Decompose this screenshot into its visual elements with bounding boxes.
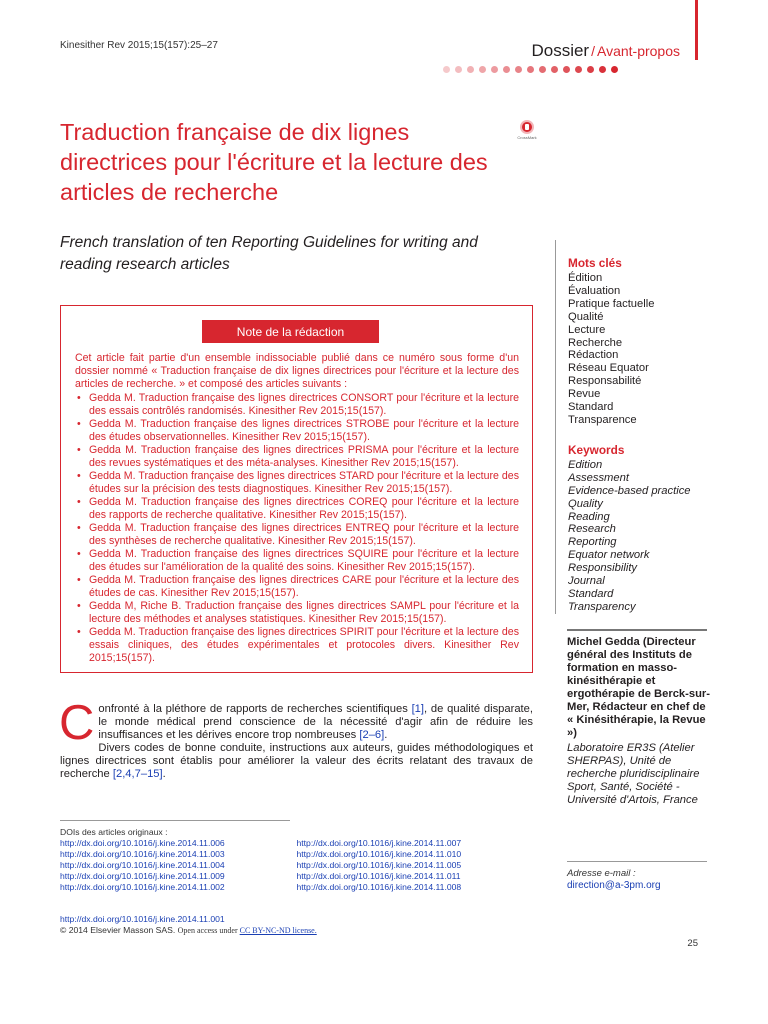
doi-link[interactable]: http://dx.doi.org/10.1016/j.kine.2014.11.008 bbox=[296, 882, 462, 892]
doi-link[interactable]: http://dx.doi.org/10.1016/j.kine.2014.11.011 bbox=[296, 871, 461, 881]
author-divider bbox=[567, 629, 707, 631]
editorial-note-box bbox=[60, 305, 533, 673]
note-list-item: • Gedda M. Traduction française des lignes directrices CARE pour l'écriture et la lecture des études de cas. Kinesither Rev 2015;15(157). bbox=[75, 574, 519, 600]
keyword-item: Reporting bbox=[568, 536, 617, 549]
crossmark-icon bbox=[520, 120, 534, 134]
email-divider bbox=[567, 861, 707, 862]
article-subtitle: French translation of ten Reporting Guidelines for writing and reading research articles bbox=[60, 234, 478, 273]
body-text-span: . bbox=[162, 768, 166, 780]
body-text-span: , de qualité disparate, le monde médical prend conscience de la nécessité d'agir afin de réduire les insuffisances et les dérives encore trop nombreuses bbox=[98, 703, 533, 741]
author-affiliation: Laboratoire ER3S (Atelier SHERPAS), Unité de recherche pluridisciplinaire Sport, Santé, Société - Université d'Artois, France bbox=[567, 742, 700, 806]
body-paragraph-1 bbox=[59, 696, 533, 750]
body-text-span: onfronté à la pléthore de rapports de recherches scientifiques bbox=[98, 703, 412, 715]
article-title: Traduction française de dix lignes directrices pour l'écriture et la lecture des articles de recherche bbox=[60, 119, 488, 205]
author-name: Michel Gedda (Directeur général des Instituts de formation en masso-kinésithérapie et ergothérapie de Berck-sur-Mer, Rédacteur en chef de « Kinésithérapie, la Revue ») bbox=[567, 636, 710, 739]
keyword-item: Transparence bbox=[568, 413, 637, 426]
note-list-item: • Gedda M. Traduction française des lignes directrices ENTREQ pour l'écriture et la lecture des synthèses de recherche qualitative. Kinesither Rev 2015;15(157). bbox=[75, 522, 519, 548]
decorative-dot-row bbox=[443, 66, 618, 73]
editorial-note-list bbox=[75, 392, 519, 665]
decorative-dot bbox=[503, 66, 510, 73]
mots-cles-list bbox=[568, 272, 705, 427]
crossmark-badge[interactable] bbox=[516, 120, 538, 146]
doi-columns bbox=[60, 827, 533, 893]
doi-divider bbox=[60, 820, 290, 821]
doi-column-right bbox=[297, 838, 534, 893]
keyword-item: Responsibility bbox=[568, 562, 638, 575]
author-email-link[interactable]: direction@a-3pm.org bbox=[567, 880, 661, 891]
keyword-item: Lecture bbox=[568, 323, 606, 336]
top-accent-rule bbox=[695, 0, 698, 60]
decorative-dot bbox=[491, 66, 498, 73]
page-footer bbox=[60, 914, 317, 936]
decorative-dot bbox=[599, 66, 606, 73]
decorative-dot bbox=[539, 66, 546, 73]
decorative-dot bbox=[443, 66, 450, 73]
keyword-item: Rédaction bbox=[568, 349, 619, 362]
open-access-notice bbox=[178, 926, 317, 935]
decorative-dot bbox=[515, 66, 522, 73]
keyword-item: Édition bbox=[568, 272, 603, 284]
article-doi-link[interactable]: http://dx.doi.org/10.1016/j.kine.2014.11.001 bbox=[60, 914, 225, 924]
page-number: 25 bbox=[687, 938, 698, 949]
doi-link[interactable]: http://dx.doi.org/10.1016/j.kine.2014.11.007 bbox=[296, 838, 462, 848]
keyword-item: Reading bbox=[568, 510, 610, 523]
keyword-item: Réseau Equator bbox=[568, 362, 649, 375]
keyword-item: Transparency bbox=[568, 600, 636, 613]
decorative-dot bbox=[575, 66, 582, 73]
crossmark-label: CrossMark bbox=[517, 135, 537, 140]
author-block bbox=[567, 636, 712, 807]
reference-link[interactable]: [1] bbox=[411, 703, 425, 715]
drop-cap: C bbox=[59, 696, 95, 750]
section-separator: / bbox=[591, 43, 595, 59]
article-body bbox=[59, 696, 533, 781]
decorative-dot bbox=[551, 66, 558, 73]
note-list-item: • Gedda M. Traduction française des lignes directrices SPIRIT pour l'écriture et la lecture des essais cliniques, des études expérimentales et protocoles divers. Kinesither Rev 2015;15(157). bbox=[75, 626, 519, 665]
keyword-item: Assessment bbox=[568, 471, 629, 484]
decorative-dot bbox=[479, 66, 486, 73]
reference-link[interactable]: [2–6] bbox=[359, 729, 385, 741]
keyword-item: Standard bbox=[568, 401, 614, 414]
keyword-item: Research bbox=[568, 523, 616, 536]
note-list-item: • Gedda M, Riche B. Traduction française des lignes directrices SAMPL pour l'écriture et la lecture des méthodes et analyses statistiques. Kinesither Rev 2015;15(157). bbox=[75, 600, 519, 626]
body-text-span: Divers codes de bonne conduite, instructions aux auteurs, guides méthodologiques et lignes directrices sont établis pour améliorer la valeur des écrits relatant des travaux de recherche bbox=[60, 742, 533, 780]
doi-link[interactable]: http://dx.doi.org/10.1016/j.kine.2014.11.002 bbox=[60, 882, 225, 892]
keyword-item: Recherche bbox=[568, 336, 623, 349]
subsection-label: Avant-propos bbox=[596, 43, 680, 59]
decorative-dot bbox=[455, 66, 462, 73]
keyword-item: Evidence-based practice bbox=[568, 484, 691, 497]
keywords-sidebar bbox=[555, 240, 705, 614]
note-list-item: • Gedda M. Traduction française des lignes directrices PRISMA pour l'écriture et la lecture des revues systématiques et des méta-analyses. Kinesither Rev 2015;15(157). bbox=[75, 444, 519, 470]
doi-link[interactable]: http://dx.doi.org/10.1016/j.kine.2014.11.006 bbox=[60, 838, 225, 848]
reference-link[interactable]: [2,4,7–15] bbox=[112, 768, 163, 780]
keywords-list bbox=[568, 459, 705, 614]
dois-label: DOIs des articles originaux : bbox=[60, 827, 168, 837]
email-label: Adresse e-mail : bbox=[567, 868, 636, 879]
mots-cles-heading: Mots clés bbox=[568, 256, 622, 270]
note-list-item: • Gedda M. Traduction française des lignes directrices STROBE pour l'écriture et la lecture des études observationnelles. Kinesither Rev 2015;15(157). bbox=[75, 418, 519, 444]
keyword-item: Standard bbox=[568, 587, 614, 600]
keyword-item: Equator network bbox=[568, 549, 650, 562]
body-text-span: . bbox=[384, 729, 388, 741]
keyword-item: Pratique factuelle bbox=[568, 297, 655, 310]
doi-link[interactable]: http://dx.doi.org/10.1016/j.kine.2014.11.003 bbox=[60, 849, 225, 859]
keyword-item: Journal bbox=[568, 575, 605, 588]
section-heading bbox=[531, 41, 680, 61]
journal-citation: Kinesither Rev 2015;15(157):25–27 bbox=[60, 40, 218, 51]
open-access-text: Open access under bbox=[177, 926, 238, 935]
note-list-item: • Gedda M. Traduction française des lignes directrices CONSORT pour l'écriture et la lecture des essais contrôlés randomisés. Kinesither Rev 2015;15(157). bbox=[75, 392, 519, 418]
decorative-dot bbox=[611, 66, 618, 73]
note-list-item: • Gedda M. Traduction française des lignes directrices SQUIRE pour l'écriture et la lecture des études sur l'amélioration de la qualité des soins. Kinesither Rev 2015;15(157). bbox=[75, 548, 519, 574]
note-list-item: • Gedda M. Traduction française des lignes directrices COREQ pour l'écriture et la lecture des rapports de recherche qualitative. Kinesither Rev 2015;15(157). bbox=[75, 496, 519, 522]
doi-link[interactable]: http://dx.doi.org/10.1016/j.kine.2014.11.010 bbox=[296, 849, 462, 859]
keyword-item: Qualité bbox=[568, 310, 604, 323]
keyword-item: Responsabilité bbox=[568, 375, 642, 388]
editorial-note-title: Note de la rédaction bbox=[202, 320, 379, 343]
decorative-dot bbox=[587, 66, 594, 73]
note-list-item: • Gedda M. Traduction française des lignes directrices STARD pour l'écriture et la lecture des études sur la précision des tests diagnostiques. Kinesither Rev 2015;15(157). bbox=[75, 470, 519, 496]
original-dois-block bbox=[60, 827, 533, 893]
keyword-item: Edition bbox=[568, 458, 603, 471]
keyword-item: Quality bbox=[568, 497, 603, 510]
decorative-dot bbox=[467, 66, 474, 73]
keyword-item: Revue bbox=[568, 388, 601, 401]
doi-link[interactable]: http://dx.doi.org/10.1016/j.kine.2014.11.004 bbox=[60, 860, 225, 870]
license-link[interactable]: CC BY-NC-ND license. bbox=[239, 926, 317, 935]
copyright-text: © 2014 Elsevier Masson SAS. bbox=[60, 925, 176, 935]
doi-link[interactable]: http://dx.doi.org/10.1016/j.kine.2014.11.005 bbox=[296, 860, 462, 870]
keywords-heading: Keywords bbox=[568, 442, 625, 457]
keyword-item: Évaluation bbox=[568, 284, 621, 297]
doi-link[interactable]: http://dx.doi.org/10.1016/j.kine.2014.11.009 bbox=[60, 871, 225, 881]
decorative-dot bbox=[527, 66, 534, 73]
section-label: Dossier bbox=[531, 41, 590, 60]
doi-column-left bbox=[60, 827, 297, 893]
editorial-note-intro: Cet article fait partie d'un ensemble indissociable publié dans ce numéro sous forme d'un dossier nommé « Traduction française de dix lignes directrices pour l'écriture et la lecture des articles de recherche. » et composé des articles suivants : bbox=[75, 352, 519, 390]
decorative-dot bbox=[563, 66, 570, 73]
body-paragraph-2 bbox=[60, 742, 533, 781]
copyright-line bbox=[60, 925, 317, 936]
